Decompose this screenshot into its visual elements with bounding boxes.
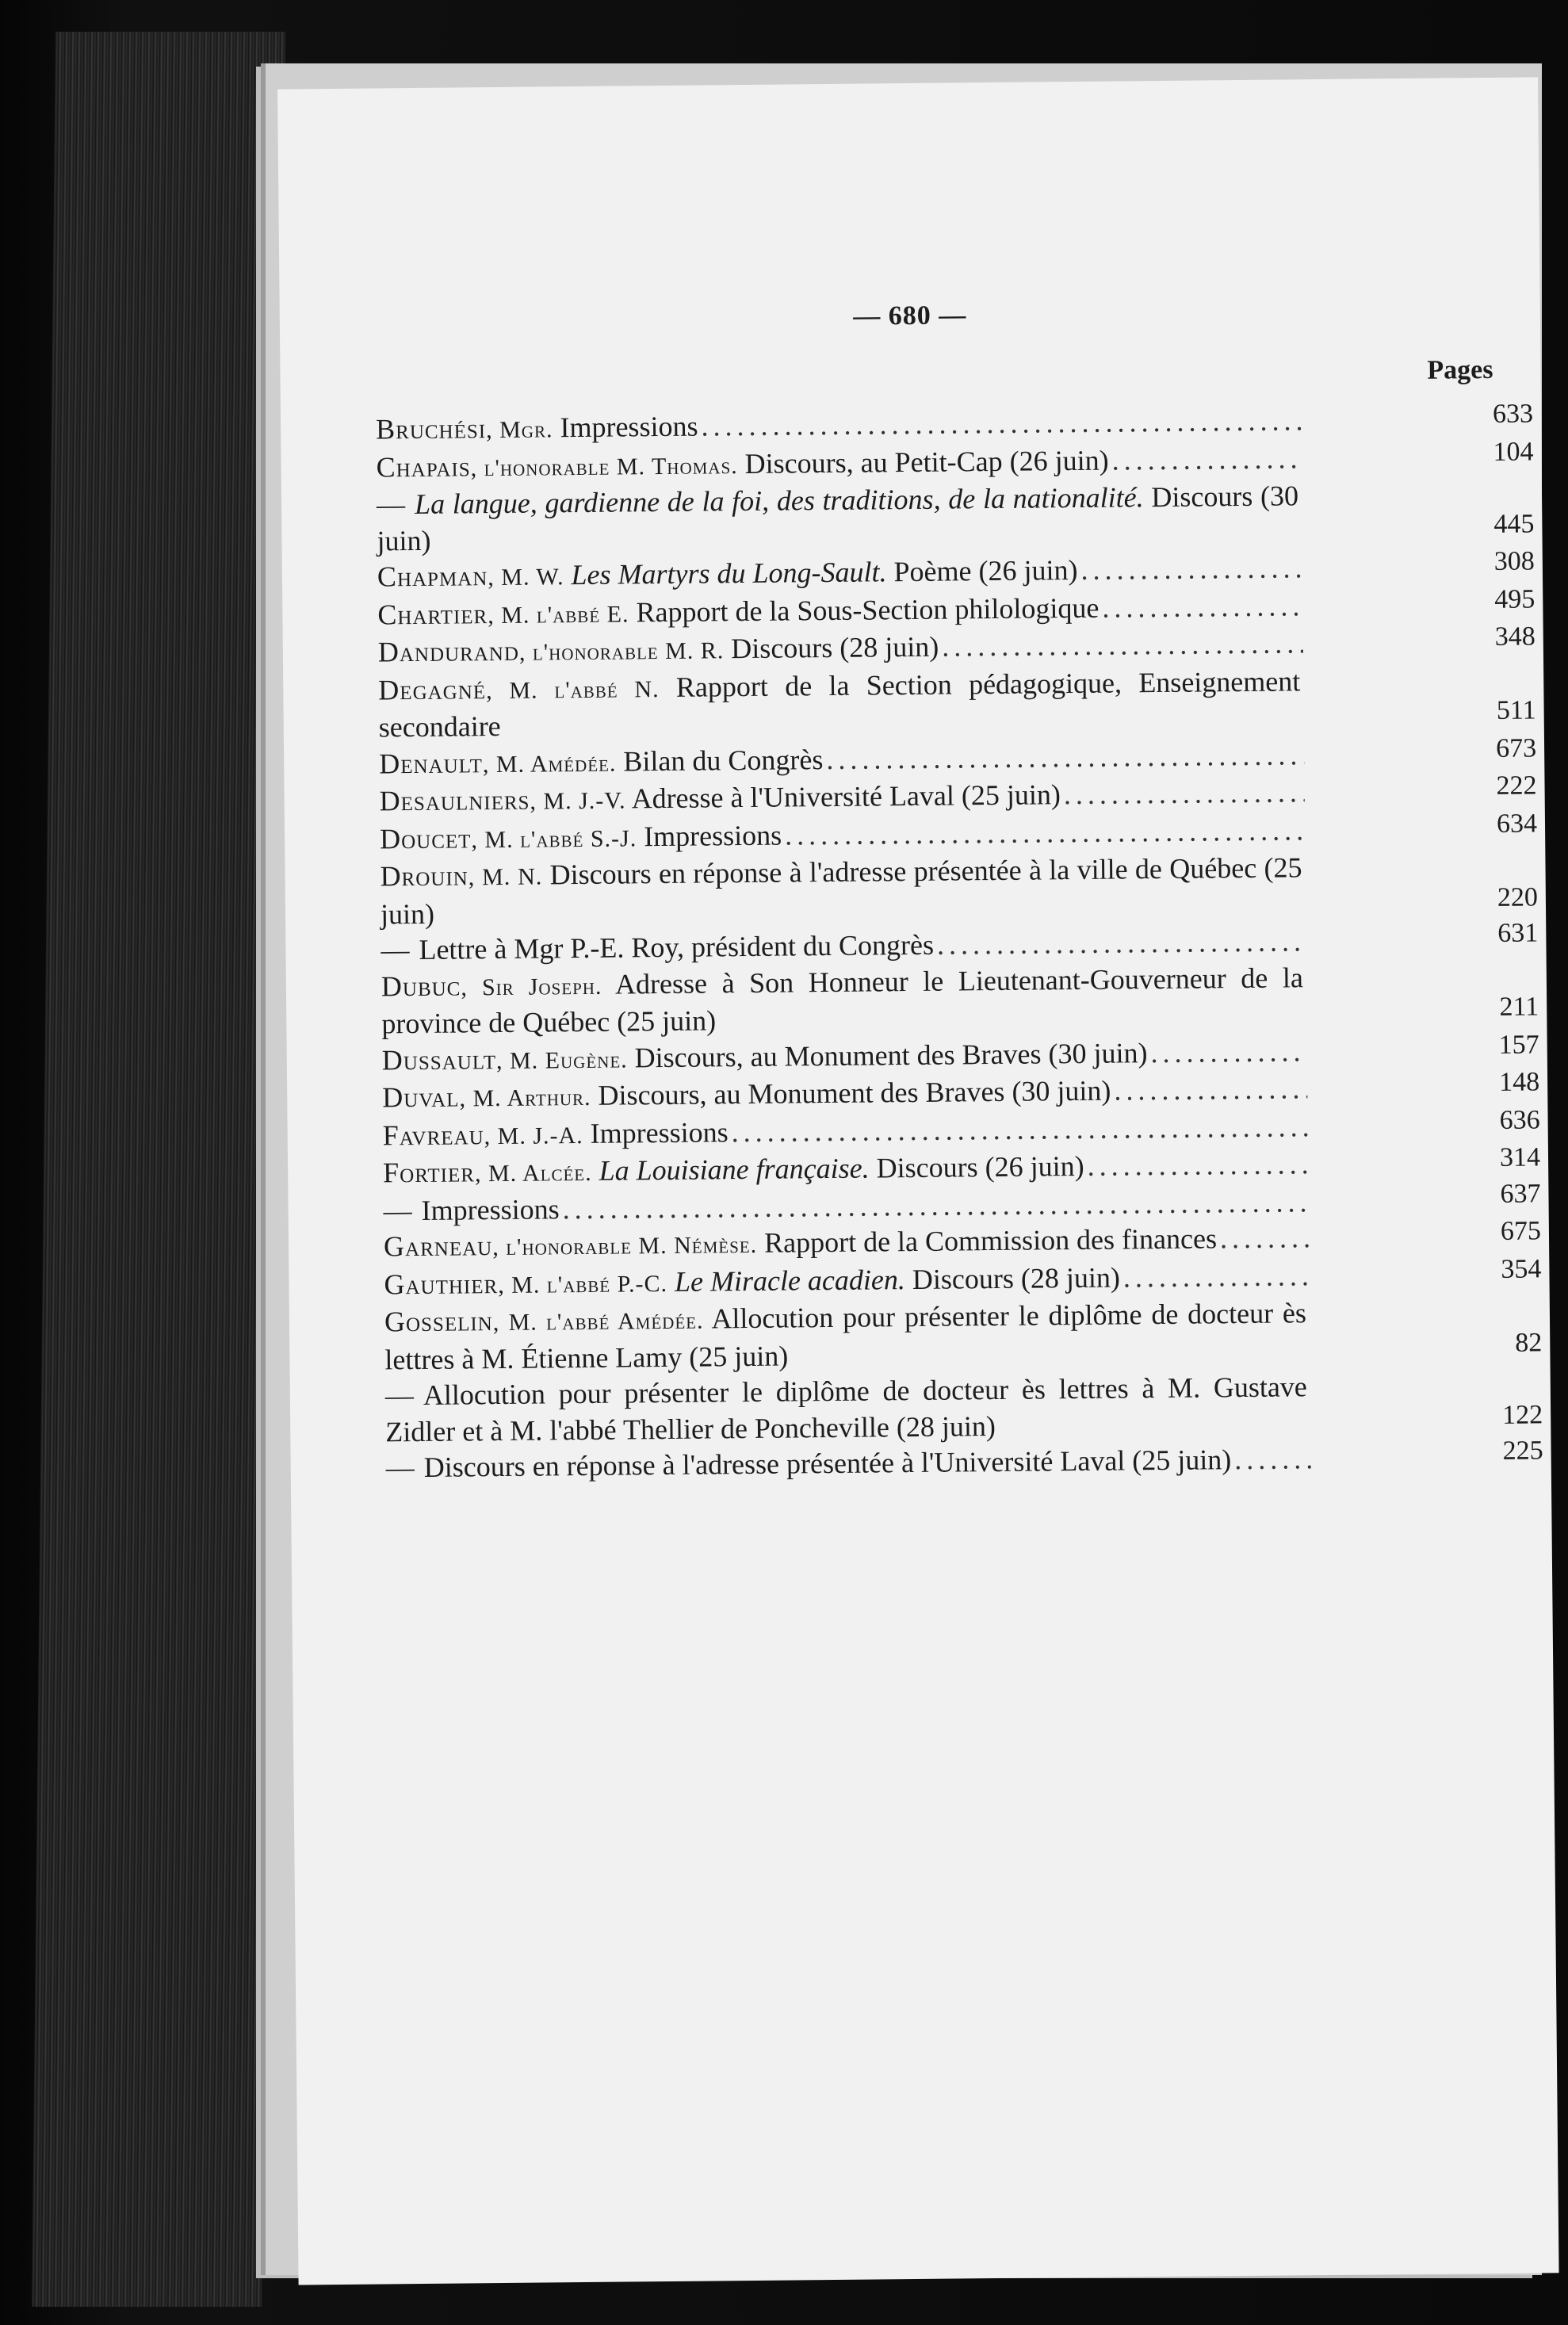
entry-body	[383, 1149, 1084, 1193]
work-title: Discours, au Monument des Braves (30 juin)	[634, 1036, 1148, 1073]
leader-dots	[1102, 588, 1302, 626]
author-name: Desaulniers	[379, 783, 530, 817]
work-detail: Discours (30 juin)	[377, 480, 1299, 556]
leader-dots	[1150, 1034, 1307, 1071]
page-reference: 637	[1500, 1178, 1541, 1209]
author-name: Garneau	[383, 1229, 493, 1263]
ditto-dash: —	[383, 1194, 412, 1226]
entry-body	[379, 777, 1061, 821]
author-honorific: , M. l'abbé E.	[488, 600, 629, 629]
author-honorific: , Mgr.	[486, 416, 553, 444]
author-honorific: , l'honorable M. Thomas.	[470, 452, 738, 481]
work-title: La Louisiane française.	[599, 1152, 870, 1187]
author-name: Chartier	[377, 597, 488, 630]
book-page	[277, 77, 1559, 2285]
page-reference: 314	[1499, 1142, 1541, 1172]
author-name: Dubuc	[381, 969, 461, 1002]
page-reference: 354	[1501, 1253, 1542, 1284]
author-name: Doucet	[379, 821, 472, 855]
entry-text	[378, 663, 1310, 746]
author-honorific: , M. J.-A.	[484, 1122, 583, 1149]
page-reference: 222	[1496, 771, 1537, 801]
author-name: Bruchési	[375, 412, 487, 445]
entry-text	[385, 1369, 1318, 1450]
page-reference: 104	[1493, 436, 1534, 467]
work-title: Adresse à Son Honneur le Lieutenant-Gouverneur de la province de Québec (25 juin)	[381, 961, 1304, 1040]
ditto-dash: —	[385, 1451, 415, 1484]
author-honorific: , l'honorable M. Némèse.	[492, 1231, 758, 1261]
author-name: Dandurand	[377, 634, 520, 668]
entry-body	[378, 663, 1301, 746]
page-reference: 633	[1492, 399, 1534, 429]
author-name: Fortier	[382, 1156, 476, 1189]
entry-body	[381, 960, 1304, 1042]
page-reference: 157	[1498, 1029, 1539, 1060]
entry-body	[382, 1115, 728, 1156]
page-reference: 148	[1498, 1067, 1540, 1097]
work-title: Impressions	[590, 1115, 729, 1149]
leader-dots	[1111, 441, 1301, 479]
work-title: Rapport de la Sous-Section philologique	[636, 591, 1100, 628]
leader-dots	[1220, 1220, 1309, 1257]
author-name: Gauthier	[384, 1267, 499, 1300]
entry-body	[378, 629, 939, 672]
author-name: Drouin	[380, 859, 468, 893]
work-title: Discours en réponse à l'adresse présentée à la ville de Québec (25 juin)	[380, 851, 1302, 930]
entry-body	[379, 742, 824, 784]
leader-dots	[942, 625, 1303, 665]
author-honorific: , Sir Joseph.	[461, 973, 602, 1000]
work-title: Discours, au Petit-Cap (26 juin)	[744, 444, 1109, 480]
page-reference: 675	[1500, 1216, 1542, 1246]
page-reference: 308	[1493, 546, 1535, 576]
author-honorific: , M. Amédée.	[482, 750, 617, 778]
work-title: Adresse à l'Université Laval (25 juin)	[631, 778, 1061, 815]
page-reference: 220	[1497, 881, 1539, 912]
entry-text	[377, 478, 1309, 559]
work-title: La langue, gardienne de la foi, des traditions, de la nationalité.	[414, 481, 1144, 520]
work-title: Discours (28 juin)	[731, 630, 939, 665]
author-name: Favreau	[382, 1118, 484, 1151]
ditto-dash: —	[381, 934, 410, 966]
book-page-edges	[32, 32, 285, 2307]
entry-text	[381, 960, 1314, 1042]
page-number: — 680 —	[853, 300, 967, 331]
page-reference: 225	[1502, 1436, 1543, 1466]
entry-body	[377, 590, 1099, 634]
author-name: Chapais	[376, 449, 471, 483]
author-honorific: , M. J.-V.	[530, 787, 626, 815]
page-reference: 495	[1494, 583, 1535, 614]
work-detail: Discours (26 juin)	[876, 1149, 1084, 1184]
entry-body	[376, 409, 698, 449]
author-honorific: , l'honorable M. R.	[518, 637, 725, 666]
author-name: Chapman	[377, 560, 488, 593]
work-title: Rapport de la Commission des finances	[763, 1222, 1218, 1259]
index-entry	[337, 1295, 1543, 1379]
work-title: Les Martyrs du Long-Sault.	[571, 556, 887, 591]
author-honorific: , M. Alcée.	[474, 1159, 592, 1187]
work-title: Impressions	[644, 819, 782, 852]
work-title: Lettre à Mgr P.-E. Roy, président du Congrès	[419, 928, 935, 966]
leader-dots	[937, 923, 1306, 963]
page-reference: 511	[1496, 695, 1536, 725]
index-entry	[329, 478, 1535, 560]
work-detail: Poème (26 juin)	[893, 553, 1078, 588]
page-reference: 211	[1499, 992, 1539, 1022]
work-title: Impressions	[421, 1192, 560, 1226]
author-honorific: , M. l'abbé S.-J.	[471, 824, 637, 853]
author-name: Degagné	[378, 672, 487, 706]
entry-body	[380, 817, 782, 858]
page-reference: 445	[1493, 508, 1535, 539]
author-name: Duval	[382, 1080, 460, 1114]
leader-dots	[1064, 774, 1305, 813]
pages-column-heading: Pages	[1427, 354, 1493, 385]
entry-text	[384, 1295, 1317, 1378]
work-title: Bilan du Congrès	[623, 743, 824, 777]
leader-dots	[1114, 1071, 1307, 1109]
entry-body	[381, 927, 934, 969]
work-title: Le Miracle acadien.	[674, 1263, 906, 1298]
leader-dots	[826, 737, 1304, 778]
author-name: Denault	[379, 746, 484, 779]
work-title: Impressions	[560, 410, 698, 444]
work-title: Allocution pour présenter le diplôme de docteur ès lettres à M. Gustave Zidler et à M. l'abbé Thellier de Poncheville (28 juin)	[385, 1371, 1307, 1447]
author-name: Dussault	[381, 1042, 497, 1076]
author-name: Gosselin	[384, 1305, 493, 1338]
entry-text	[380, 850, 1312, 932]
work-detail: Discours (28 juin)	[912, 1260, 1121, 1295]
entry-body	[377, 478, 1299, 559]
leader-dots	[1234, 1441, 1311, 1478]
index-list	[328, 399, 1543, 1486]
work-title: Allocution pour présenter le diplôme de docteur ès lettres à M. Étienne Lamy (25 juin)	[384, 1297, 1307, 1375]
author-honorific: , M. l'abbé P.-C.	[498, 1270, 668, 1298]
index-entry	[334, 960, 1539, 1043]
leader-dots	[1087, 1146, 1308, 1184]
work-title: Rapport de la Section pédagogique, Enseignement secondaire	[378, 664, 1301, 744]
author-honorific: , M. l'abbé Amédée.	[492, 1307, 704, 1336]
work-title: Discours en réponse à l'adresse présentée à l'Université Laval (25 juin)	[423, 1444, 1232, 1483]
author-honorific: , M. l'abbé N.	[485, 675, 660, 704]
leader-dots	[785, 813, 1305, 854]
entry-body	[377, 553, 1078, 597]
leader-dots	[1123, 1258, 1310, 1296]
entry-body	[386, 1442, 1232, 1486]
author-honorific: , M. W.	[488, 564, 564, 591]
leader-dots	[1080, 550, 1302, 588]
author-honorific: , M. N.	[468, 863, 543, 891]
ditto-dash: —	[384, 1379, 415, 1412]
page-reference: 636	[1499, 1104, 1540, 1135]
leader-dots	[701, 403, 1301, 445]
page-reference: 122	[1501, 1399, 1543, 1430]
author-honorific: , M. Eugène.	[495, 1046, 628, 1074]
entry-body	[385, 1369, 1308, 1450]
page-reference: 631	[1497, 918, 1539, 948]
entry-body	[383, 1191, 559, 1229]
page-reference: 348	[1494, 621, 1535, 652]
work-title: Discours, au Monument des Braves (30 juin)	[598, 1074, 1111, 1111]
page-reference: 82	[1515, 1327, 1543, 1358]
ditto-dash: —	[376, 488, 406, 521]
entry-body	[384, 1295, 1307, 1378]
page-reference: 634	[1496, 808, 1538, 839]
author-honorific: , M. Arthur.	[459, 1084, 591, 1112]
index-entry	[331, 663, 1536, 747]
leader-dots	[731, 1109, 1307, 1150]
entry-body	[380, 850, 1302, 932]
page-reference: 673	[1495, 732, 1537, 763]
